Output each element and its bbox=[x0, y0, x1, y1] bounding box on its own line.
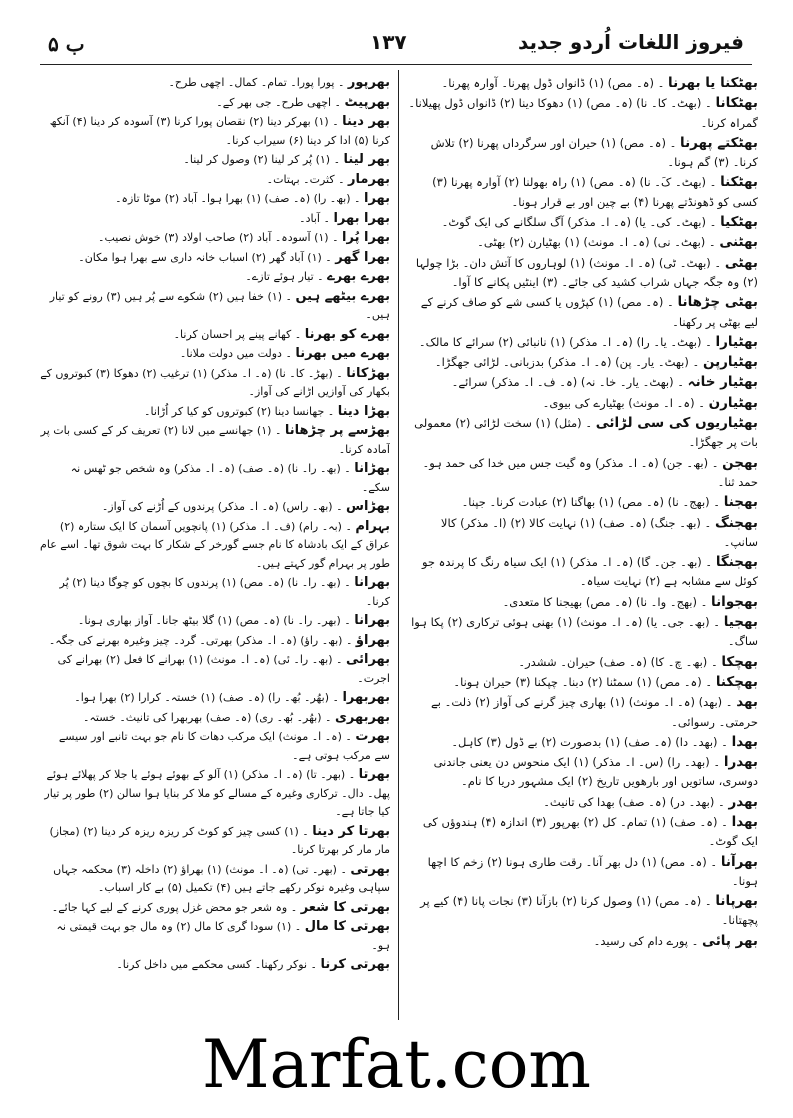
dictionary-entry: بھرے کو بھرنا ۔ کھانے پینے پر احسان کرنا۔ bbox=[173, 326, 390, 342]
dictionary-entry: بھراؤ ۔ (بھ۔ راؤ) (ہ۔ ا۔ مذکر) بھرتی۔ گرد۔ چیز وغیرہ بھرنے کی جگہ۔ bbox=[48, 632, 390, 648]
definition: (بھ۔ راؤ) (ہ۔ ا۔ مذکر) بھرتی۔ گرد۔ چیز وغیرہ بھرنے کی جگہ۔ bbox=[48, 633, 343, 647]
headword: بھچکنا bbox=[715, 673, 758, 690]
definition: پورے دام کی رسید۔ bbox=[593, 933, 688, 948]
column-divider bbox=[398, 70, 399, 1020]
definition: (ہ۔ مص) (۱) دل بھر آنا۔ رقت طاری ہونا (۲) زخم کا اچھا ہونا۔ bbox=[427, 854, 758, 888]
definition: دولت میں دولت ملانا۔ bbox=[179, 347, 282, 360]
dictionary-entry: بھرا بھرا ۔ آباد۔ bbox=[299, 210, 390, 226]
headword: بھرت bbox=[355, 729, 390, 744]
headword: بھٹی bbox=[724, 254, 758, 271]
dictionary-entry: بھرتی کا شعر ۔ وہ شعر جو محض غزل پوری کرنے کے لیے کہا جائے۔ bbox=[51, 899, 390, 915]
definition: (بھ۔ را۔ ئی) (ہ۔ ا۔ مونث) (۱) بھرانے کا فعل (۲) بھرانے کی اجرت۔ bbox=[57, 653, 390, 685]
definition: (بہ۔ رام) (ف۔ ا۔ مذکر) (۱) پانچویں آسمان کا ایک ستارہ (۲) عراق کے ایک بادشاہ کا نام جسے گورخر کے شکار کا بہت شوق تھا۔ اسے عام طور پر بہرام گور کہتے ہیں۔ bbox=[40, 519, 390, 570]
page-header bbox=[40, 28, 752, 65]
headword: بھٹکتے پھرنا bbox=[680, 134, 758, 151]
definition: (۱) سودا گری کا مال (۲) وہ مال جو بہت قیمتی نہ ہو۔ bbox=[56, 920, 390, 952]
headword: بھٹکیا bbox=[720, 214, 758, 231]
dictionary-entry: بھر لینا ۔ (۱) پُر کر لینا (۲) وصول کر لینا۔ bbox=[183, 152, 390, 167]
dictionary-entry: بھرتا کر دینا ۔ (۱) کسی چیز کو کوٹ کر ریزہ ریزہ کر دینا (۲) (مجاز) مار مار کر بھرتا کرنا۔ bbox=[49, 823, 390, 856]
definition: (ہ۔ مص) (۱) سمٹنا (۲) دبنا۔ چپکنا (۳) حیران ہونا۔ bbox=[453, 674, 702, 689]
dictionary-entry: بھٹیاریوں کی سی لڑائی ۔ (مثل) (۱) سخت لڑائی (۲) معمولی بات پر جھگڑا۔ bbox=[414, 415, 758, 450]
definition: (۱) پُر کر لینا (۲) وصول کر لینا۔ bbox=[183, 153, 331, 166]
headword: بھدر bbox=[728, 793, 758, 810]
left-column bbox=[40, 74, 390, 1022]
dictionary-entry: بھرپانا ۔ (ہ۔ مص) (۱) وصول کرنا (۲) بازآنا (۳) نجات پانا (۴) کیے پر پچھتانا۔ bbox=[420, 893, 758, 928]
headword: بھجوانا bbox=[711, 593, 758, 610]
dictionary-entry: بھٹکنا ۔ (بھٹ۔ کَ۔ نا) (ہ۔ مص) (۱) راہ بھولنا (۲) آوارہ پھرنا (۳) کسی کو ڈھونڈتے پھرنا (۴) بے چین اور بے قرار ہونا۔ bbox=[432, 174, 758, 209]
dictionary-entry: بھرتی کرنا ۔ نوکر رکھنا۔ کسی محکمے میں داخل کرنا۔ bbox=[116, 957, 390, 972]
headword: بھرتی کا مال bbox=[304, 919, 390, 934]
dictionary-entry: بھدا ۔ (بھد۔ دا) (ہ۔ صف) (۱) بدصورت (۲) بے ڈول (۳) کاہل۔ bbox=[451, 733, 758, 750]
dictionary-title: فیروز اللغات اُردو جدید bbox=[517, 30, 744, 54]
headword: بھٹیارن bbox=[708, 394, 758, 411]
dictionary-entry: بھجنگ ۔ (بھ۔ جنگ) (ہ۔ صف) (۱) نہایت کالا (۲) (ا۔ مذکر) کالا سانپ۔ bbox=[440, 514, 758, 549]
definition: (ہ۔ مص) (۱) کپڑوں یا کسی شے کو صاف کرنے کے لیے بھٹی پر رکھنا۔ bbox=[420, 295, 758, 329]
headword: بھرے میں بھرنا bbox=[295, 346, 390, 361]
headword: بھرا بھرا bbox=[333, 210, 390, 226]
definition: (ہ۔ ا۔ مونث) بھٹیارے کی بیوی۔ bbox=[542, 395, 695, 410]
dictionary-entry: بھرائی ۔ (بھ۔ را۔ ئی) (ہ۔ ا۔ مونث) (۱) بھرانے کا فعل (۲) بھرانے کی اجرت۔ bbox=[57, 652, 390, 685]
headword: بھڑسے پر چڑھانا bbox=[284, 423, 390, 438]
definition: (بھد) (ہ۔ ا۔ مونث) (۱) بھاری چیز گرنے کی آواز (۲) ذلت۔ بے حرمتی۔ رسوائی۔ bbox=[431, 695, 758, 729]
dictionary-entry: بھٹیارپن ۔ (بھٹ۔ یار۔ پن) (ہ۔ ا۔ مذکر) بدزبانی۔ لڑائی جھگڑا۔ bbox=[434, 354, 758, 371]
dictionary-entry: بھر پائی ۔ پورے دام کی رسید۔ bbox=[593, 932, 758, 949]
headword: بھڑانا bbox=[354, 461, 390, 476]
headword: بھچکا bbox=[721, 653, 758, 670]
headword: بھٹنی bbox=[719, 234, 758, 251]
dictionary-entry: بھربھری ۔ (بھُر۔ بُھ۔ ری) (ہ۔ صف) بھربھرا کی تانیث۔ خستہ۔ bbox=[83, 709, 390, 725]
headword: بھدا bbox=[731, 813, 758, 830]
dictionary-entry: بھرا گھر ۔ (۱) آباد گھر (۲) اسباب خانہ داری سے بھرا ہوا مکان۔ bbox=[78, 249, 390, 265]
headword: بھرانا bbox=[354, 575, 390, 590]
definition: (بھٹ۔ نی) (ہ۔ ا۔ مونث) (۱) بھٹیارن (۲) بھٹی۔ bbox=[477, 235, 706, 250]
headword: بہرام bbox=[355, 518, 390, 534]
definition: (بھد۔ دا) (ہ۔ صف) (۱) بدصورت (۲) بے ڈول (۳) کاہل۔ bbox=[451, 734, 718, 749]
dictionary-entry: بھرے میں بھرنا ۔ دولت میں دولت ملانا۔ bbox=[179, 346, 390, 361]
headword: بھڑکانا bbox=[346, 365, 390, 381]
site-watermark: Marfat.com bbox=[201, 1026, 592, 1103]
headword: بھٹکنا bbox=[720, 174, 758, 191]
definition: پورا پورا۔ تمام۔ کمال۔ اچھی طرح۔ bbox=[168, 76, 335, 89]
headword: بھرپور bbox=[347, 75, 390, 90]
definition: کثرت۔ بہتات۔ bbox=[266, 172, 335, 186]
dictionary-entry: بھرا ۔ (بھ۔ را) (ہ۔ صف) (۱) بھرا ہوا۔ آباد (۲) موٹا تازہ۔ bbox=[115, 191, 390, 206]
dictionary-entry: بھرانا ۔ (بھ۔ را۔ نا) (ہ۔ مص) (۱) پرندوں کا بچوں کو چوگا دینا (۲) پُر کرنا۔ bbox=[59, 575, 390, 608]
definition: (بھ۔ چ۔ کا) (ہ۔ صف) حیران۔ ششدر۔ bbox=[518, 654, 708, 669]
dictionary-entry: بھٹکنا یا بھرنا ۔ (ہ۔ مص) (۱) ڈانواں ڈول پھرنا۔ آوارہ پھرنا۔ bbox=[441, 75, 758, 91]
dictionary-entry: بھٹکیا ۔ (بھٹ۔ کی۔ یا) (ہ۔ ا۔ مذکر) آگ سلگانے کی ایک گوٹ۔ bbox=[441, 214, 758, 231]
headword: بھرپیٹ bbox=[344, 94, 390, 110]
dictionary-entry: بھربھرا ۔ (بھُر۔ بُھ۔ را) (ہ۔ صف) (۱) خستہ۔ کرارا (۲) بھرا ہوا۔ bbox=[74, 690, 390, 705]
headword: بھرانا bbox=[354, 613, 390, 628]
headword: بھٹکانا bbox=[715, 95, 758, 112]
dictionary-entry: بھرپیٹ ۔ اچھی طرح۔ جی بھر کے۔ bbox=[216, 94, 390, 110]
definition: (بھٹ۔ کَ۔ نا) (ہ۔ مص) (۱) راہ بھولنا (۲) آوارہ پھرنا (۳) کسی کو ڈھونڈتے پھرنا (۴) بے چین اور بے قرار ہونا۔ bbox=[432, 175, 758, 209]
definition: (بھٹ۔ یار۔ خا۔ نہ) (ہ۔ ف۔ ا۔ مذکر) سرائے۔ bbox=[451, 375, 674, 390]
headword: بھڑا دینا bbox=[337, 403, 390, 419]
definition: (۱) بھرکر دینا (۲) نقصان پورا کرنا (۳) آسودہ کر دینا (۴) آنکھ کرنا (۵) ادا کر دینا (۶) سیراب کرنا۔ bbox=[49, 115, 390, 147]
dictionary-entry: بھدا ۔ (ہ۔ صف) (۱) تمام۔ کل (۲) بھرپور (۳) اندازہ (۴) ہندوؤں کی ایک گوٹ۔ bbox=[422, 813, 758, 849]
definition: وہ شعر جو محض غزل پوری کرنے کے لیے کہا جائے۔ bbox=[51, 900, 288, 914]
definition: (بھٹ۔ یا۔ را) (ہ۔ ا۔ مذکر) (۱) نانبائی (۲) سرائے کا مالک۔ bbox=[418, 334, 702, 349]
dictionary-entry: بھرتی کا مال ۔ (۱) سودا گری کا مال (۲) وہ مال جو بہت قیمتی نہ ہو۔ bbox=[56, 919, 390, 952]
dictionary-entry: بھٹیارا ۔ (بھٹ۔ یا۔ را) (ہ۔ ا۔ مذکر) (۱) نانبائی (۲) سرائے کا مالک۔ bbox=[418, 333, 758, 350]
definition: (بھٹ۔ ٹی) (ہ۔ ا۔ مونث) (۱) لوہاروں کا آتش دان۔ بڑا چولہا (۲) وہ جگہ جہاں شراب کشید کی جائے۔ (۳) اینٹیں پکانے کا آوا۔ bbox=[415, 255, 758, 289]
definition: نوکر رکھنا۔ کسی محکمے میں داخل کرنا۔ bbox=[116, 958, 308, 971]
dictionary-entry: بھرے بھرے ۔ تیار ہوئے تازے۔ bbox=[245, 269, 390, 284]
headword: بھٹیاریوں کی سی لڑائی bbox=[595, 415, 758, 432]
headword: بھرتا کر دینا bbox=[312, 823, 390, 839]
headword: بھر لینا bbox=[343, 152, 390, 167]
dictionary-entry: بھڑا دینا ۔ جھانسا دینا (۲) کبوتروں کو کیا کر اُڑانا۔ bbox=[144, 403, 390, 419]
dictionary-entry: بھچکا ۔ (بھ۔ چ۔ کا) (ہ۔ صف) حیران۔ ششدر۔ bbox=[518, 653, 758, 670]
definition: (بھ۔ را) (ہ۔ صف) (۱) بھرا ہوا۔ آباد (۲) موٹا تازہ۔ bbox=[115, 192, 351, 205]
definition: (ہ۔ صف) (۱) تمام۔ کل (۲) بھرپور (۳) اندازہ (۴) ہندوؤں کی ایک گوٹ۔ bbox=[422, 814, 758, 849]
dictionary-entry: بھرا پُرا ۔ (۱) آسودہ۔ آباد (۲) صاحب اولاد (۳) خوش نصیب۔ bbox=[98, 230, 390, 245]
dictionary-entry: بھڑاس ۔ (بھ۔ راس) (ہ۔ ا۔ مذکر) پرندوں کے اُڑنے کی آواز۔ bbox=[101, 499, 390, 514]
dictionary-entry: بھڑکانا ۔ (بھڑ۔ کا۔ نا) (ہ۔ ا۔ مذکر) (۱) ترغیب (۲) دھوکا (۳) کبوتروں کے بکھار کی آوازیں اڑانے کی آواز۔ bbox=[40, 365, 390, 398]
definition: (مثل) (۱) سخت لڑائی (۲) معمولی بات پر جھگڑا۔ bbox=[414, 416, 758, 450]
dictionary-entry: بھٹکتے پھرنا ۔ (ہ۔ مص) (۱) حیران اور سرگرداں پھرنا (۲) تلاش کرنا۔ (۳) گم ہونا۔ bbox=[430, 134, 758, 170]
headword: بھرے بیٹھے ہیں bbox=[295, 288, 390, 304]
headword: بھرتی کرنا bbox=[320, 957, 390, 972]
dictionary-entry: بھد ۔ (بھد) (ہ۔ ا۔ مونث) (۱) بھاری چیز گرنے کی آواز (۲) ذلت۔ بے حرمتی۔ رسوائی۔ bbox=[431, 694, 758, 729]
definition: تیار ہوئے تازے۔ bbox=[245, 270, 314, 283]
headword: بھد bbox=[736, 694, 758, 711]
definition: (بھد۔ در) (ہ۔ صف) بھدا کی تانیث۔ bbox=[543, 794, 715, 809]
headword: بھدرا bbox=[723, 754, 758, 771]
definition: (بھ۔ جی۔ یا) (ہ۔ ا۔ مونث) (۱) بھنی ہوئی ترکاری (۲) پکا ہوا ساگ۔ bbox=[411, 615, 758, 649]
headword: بھٹیارپن bbox=[702, 354, 758, 371]
definition: (ہ۔ ا۔ مونث) ایک مرکب دھات کا نام جو بہت تانبے اور سیسے سے مرکب ہوتی ہے۔ bbox=[58, 730, 390, 762]
dictionary-entry: بھرت ۔ (ہ۔ ا۔ مونث) ایک مرکب دھات کا نام جو بہت تانبے اور سیسے سے مرکب ہوتی ہے۔ bbox=[58, 729, 390, 762]
definition: (۱) کسی چیز کو کوٹ کر ریزہ ریزہ کر دینا (۲) (مجاز) مار مار کر بھرتا کرنا۔ bbox=[49, 824, 390, 856]
headword: بھربھری bbox=[334, 709, 390, 725]
headword: بھدا bbox=[731, 733, 758, 750]
dictionary-entry: بھدر ۔ (بھد۔ در) (ہ۔ صف) بھدا کی تانیث۔ bbox=[543, 793, 758, 810]
dictionary-entry: بھڑانا ۔ (بھ۔ را۔ نا) (ہ۔ صف) (ہ۔ ا۔ مذکر) وہ شخص جو ٹھس نہ سکے۔ bbox=[70, 461, 390, 494]
headword: بھرپانا bbox=[715, 893, 758, 910]
definition: (۱) خفا ہیں (۲) شکوے سے پُر ہیں (۳) رونے کو تیار ہیں۔ bbox=[49, 289, 390, 321]
dictionary-entry: بھچکنا ۔ (ہ۔ مص) (۱) سمٹنا (۲) دبنا۔ چپکنا (۳) حیران ہونا۔ bbox=[453, 673, 758, 690]
headword: بھرتی bbox=[350, 861, 390, 877]
dictionary-entry: بھجنا ۔ (بھج۔ نا) (ہ۔ مص) (۱) بھاگنا (۲) عبادت کرنا۔ جپنا۔ bbox=[461, 494, 758, 511]
dictionary-entry: بھر دینا ۔ (۱) بھرکر دینا (۲) نقصان پورا کرنا (۳) آسودہ کر دینا (۴) آنکھ کرنا (۵) ادا کر دینا (۶) سیراب کرنا۔ bbox=[49, 114, 390, 147]
headword: بھرا گھر bbox=[335, 249, 390, 265]
dictionary-entry: بھجیا ۔ (بھ۔ جی۔ یا) (ہ۔ ا۔ مونث) (۱) بھنی ہوئی ترکاری (۲) پکا ہوا ساگ۔ bbox=[411, 614, 758, 649]
definition: (بھد۔ را) (س۔ ا۔ مذکر) (۱) ایک منحوس دن یعنی جاندنی دوسری، ساتویں اور بارھویں تاریخ (۲) ایک مشہور دریا کا نام۔ bbox=[433, 755, 758, 789]
dictionary-entry: بھرتی ۔ (بھر۔ تی) (ہ۔ ا۔ مونث) (۱) بھراؤ (۲) داخلہ (۳) محکمہ جہاں سپاہی وغیرہ نوکر رکھے جاتے ہیں (۴) تکمیل (۵) بے کار اسباب۔ bbox=[53, 861, 390, 894]
definition: (بھُر۔ بُھ۔ ری) (ہ۔ صف) بھربھرا کی تانیث۔ خستہ۔ bbox=[83, 710, 322, 724]
headword: بھٹیارا bbox=[715, 333, 758, 350]
headword: بھربھرا bbox=[342, 690, 390, 705]
headword: بھرا bbox=[363, 191, 390, 206]
dictionary-entry: بھرتا ۔ (بھر۔ تا) (ہ۔ ا۔ مذکر) (۱) آلو کے بھوئے ہوئے یا جلا کر پھلائے ہوئے پھل۔ دال۔ ترکاری وغیرہ کے مسالے کو ملا کر بنایا ہوا سالن (۲) طور پر تیار کیا جاتا ہے۔ bbox=[44, 767, 390, 818]
headword: بھرا پُرا bbox=[342, 230, 390, 245]
headword: بھرتی کا شعر bbox=[300, 899, 390, 915]
dictionary-entry: بھرمار ۔ کثرت۔ بہتات۔ bbox=[266, 171, 390, 187]
headword: بھرائی bbox=[345, 652, 390, 667]
definition: (بھر۔ تا) (ہ۔ ا۔ مذکر) (۱) آلو کے بھوئے ہوئے یا جلا کر پھلائے ہوئے پھل۔ دال۔ ترکاری وغیرہ کے مسالے کو ملا کر بنایا ہوا سالن (۲) طور پر تیار کیا جاتا ہے۔ bbox=[44, 768, 390, 818]
headword: بھرے کو بھرنا bbox=[304, 326, 390, 342]
dictionary-entry: بھٹی ۔ (بھٹ۔ ٹی) (ہ۔ ا۔ مونث) (۱) لوہاروں کا آتش دان۔ بڑا چولہا (۲) وہ جگہ جہاں شراب کشید کی جائے۔ (۳) اینٹیں پکانے کا آوا۔ bbox=[415, 254, 758, 289]
dictionary-entry: بھٹیار خانہ ۔ (بھٹ۔ یار۔ خا۔ نہ) (ہ۔ ف۔ ا۔ مذکر) سرائے۔ bbox=[451, 374, 758, 391]
definition: (بھج۔ وا۔ نا) (ہ۔ مص) بھیجنا کا متعدی۔ bbox=[502, 594, 697, 609]
headword: بھجن bbox=[722, 454, 758, 471]
headword: بھٹی چڑھانا bbox=[677, 294, 758, 311]
definition: (بھٹ۔ کا۔ نا) (ہ۔ مص) (۱) دھوکا دینا (۲) ڈانواں ڈول پھیلانا۔ گمراہ کرنا۔ bbox=[408, 96, 758, 130]
definition: (بھڑ۔ کا۔ نا) (ہ۔ ا۔ مذکر) (۱) ترغیب (۲) دھوکا (۳) کبوتروں کے بکھار کی آوازیں اڑانے کی آواز۔ bbox=[40, 366, 390, 398]
dictionary-entry: بھجوانا ۔ (بھج۔ وا۔ نا) (ہ۔ مص) بھیجنا کا متعدی۔ bbox=[502, 593, 758, 610]
definition: (بھ۔ راس) (ہ۔ ا۔ مذکر) پرندوں کے اُڑنے کی آواز۔ bbox=[101, 500, 333, 513]
page-number: ۱۳۷ bbox=[370, 30, 407, 54]
headword: بھجنگ bbox=[714, 514, 758, 531]
dictionary-entry: بہرام ۔ (بہ۔ رام) (ف۔ ا۔ مذکر) (۱) پانچویں آسمان کا ایک ستارہ (۲) عراق کے ایک بادشاہ کا نام جسے گورخر کے شکار کا بہت شوق تھا۔ اسے عام طور پر بہرام گور کہتے ہیں۔ bbox=[40, 518, 390, 570]
dictionary-entry: بھرانا ۔ (بھر۔ را۔ نا) (ہ۔ مص) (۱) گلا بیٹھ جانا۔ آواز بھاری ہونا۔ bbox=[77, 613, 390, 628]
headword: بھر پائی bbox=[702, 932, 758, 949]
definition: (۱) آسودہ۔ آباد (۲) صاحب اولاد (۳) خوش نصیب۔ bbox=[98, 231, 329, 244]
definition: (بھ۔ جن) (ہ۔ ا۔ مذکر) وہ گیت جس میں خدا کی حمد ہو۔ حمد ثنا۔ bbox=[422, 455, 758, 489]
dictionary-entry: بھٹنی ۔ (بھٹ۔ نی) (ہ۔ ا۔ مونث) (۱) بھٹیارن (۲) بھٹی۔ bbox=[477, 234, 758, 251]
definition: (بھ۔ جنگ) (ہ۔ صف) (۱) نہایت کالا (۲) (ا۔ مذکر) کالا سانپ۔ bbox=[440, 515, 758, 549]
headword: بھٹیار خانہ bbox=[687, 374, 758, 391]
right-column bbox=[408, 74, 758, 1022]
headword: بھرمار bbox=[348, 171, 390, 187]
definition: (بھر۔ را۔ نا) (ہ۔ مص) (۱) گلا بیٹھ جانا۔ آواز بھاری ہونا۔ bbox=[77, 614, 341, 627]
definition: (بھ۔ جن۔ گا) (ہ۔ ا۔ مذکر) (۱) ایک سیاہ رنگ کا پرندہ جو کوئل سے مشابہ ہے (۲) نہایت سیاہ۔ bbox=[421, 555, 758, 589]
definition: کھانے پینے پر احسان کرنا۔ bbox=[173, 327, 292, 341]
headword: بھرآنا bbox=[720, 853, 758, 870]
definition: (۱) آباد گھر (۲) اسباب خانہ داری سے بھرا ہوا مکان۔ bbox=[78, 250, 322, 264]
dictionary-entry: بھٹی چڑھانا ۔ (ہ۔ مص) (۱) کپڑوں یا کسی شے کو صاف کرنے کے لیے بھٹی پر رکھنا۔ bbox=[420, 294, 758, 329]
definition: جھانسا دینا (۲) کبوتروں کو کیا کر اُڑانا۔ bbox=[144, 404, 325, 418]
dictionary-entry: بھڑسے پر چڑھانا ۔ (۱) جھانسے میں لانا (۲) تعریف کر کے کسی بات پر آمادہ کرنا۔ bbox=[40, 423, 390, 456]
definition: (ہ۔ مص) (۱) ڈانواں ڈول پھرنا۔ آوارہ پھرنا۔ bbox=[441, 76, 654, 90]
definition: اچھی طرح۔ جی بھر کے۔ bbox=[216, 95, 332, 109]
definition: (ہ۔ مص) (۱) حیران اور سرگرداں پھرنا (۲) تلاش کرنا۔ (۳) گم ہونا۔ bbox=[430, 135, 758, 170]
headword: بھر دینا bbox=[342, 114, 390, 129]
definition: (بھ۔ را۔ نا) (ہ۔ مص) (۱) پرندوں کا بچوں کو چوگا دینا (۲) پُر کرنا۔ bbox=[59, 576, 390, 608]
headword: بھٹکنا یا بھرنا bbox=[668, 75, 758, 91]
definition: (بھُر۔ بُھ۔ را) (ہ۔ صف) (۱) خستہ۔ کرارا (۲) بھرا ہوا۔ bbox=[74, 691, 329, 704]
dictionary-entry: بھجن ۔ (بھ۔ جن) (ہ۔ ا۔ مذکر) وہ گیت جس میں خدا کی حمد ہو۔ حمد ثنا۔ bbox=[422, 454, 758, 489]
headword: بھجنا bbox=[723, 494, 758, 511]
headword: بھرتا bbox=[358, 767, 390, 782]
headword: بھڑاس bbox=[346, 499, 390, 514]
headword: بھجیا bbox=[723, 614, 758, 631]
folio-marker: ب ۵ bbox=[48, 32, 85, 56]
definition: (بھٹ۔ کی۔ یا) (ہ۔ ا۔ مذکر) آگ سلگانے کی ایک گوٹ۔ bbox=[441, 215, 706, 230]
definition: (بھٹ۔ یار۔ پن) (ہ۔ ا۔ مذکر) بدزبانی۔ لڑائی جھگڑا۔ bbox=[434, 355, 689, 370]
definition: (بھ۔ را۔ نا) (ہ۔ صف) (ہ۔ ا۔ مذکر) وہ شخص جو ٹھس نہ سکے۔ bbox=[70, 462, 390, 494]
dictionary-entry: بھرآنا ۔ (ہ۔ مص) (۱) دل بھر آنا۔ رقت طاری ہونا (۲) زخم کا اچھا ہونا۔ bbox=[427, 853, 758, 888]
headword: بھرے بھرے bbox=[327, 269, 390, 284]
dictionary-entry: بھٹیارن ۔ (ہ۔ ا۔ مونث) بھٹیارے کی بیوی۔ bbox=[542, 394, 758, 411]
definition: (۱) جھانسے میں لانا (۲) تعریف کر کے کسی بات پر آمادہ کرنا۔ bbox=[40, 424, 390, 456]
definition: آباد۔ bbox=[299, 211, 320, 225]
dictionary-entry: بھدرا ۔ (بھد۔ را) (س۔ ا۔ مذکر) (۱) ایک منحوس دن یعنی جاندنی دوسری، ساتویں اور بارھویں تاریخ (۲) ایک مشہور دریا کا نام۔ bbox=[433, 754, 758, 789]
dictionary-entry: بھرے بیٹھے ہیں ۔ (۱) خفا ہیں (۲) شکوے سے پُر ہیں (۳) رونے کو تیار ہیں۔ bbox=[49, 288, 390, 321]
definition: (بھر۔ تی) (ہ۔ ا۔ مونث) (۱) بھراؤ (۲) داخلہ (۳) محکمہ جہاں سپاہی وغیرہ نوکر رکھے جاتے ہیں (۴) تکمیل (۵) بے کار اسباب۔ bbox=[53, 862, 390, 894]
definition: (بھج۔ نا) (ہ۔ مص) (۱) بھاگنا (۲) عبادت کرنا۔ جپنا۔ bbox=[461, 495, 710, 510]
headword: بھجنگا bbox=[715, 554, 758, 571]
dictionary-entry: بھرپور ۔ پورا پورا۔ تمام۔ کمال۔ اچھی طرح۔ bbox=[168, 75, 390, 90]
headword: بھراؤ bbox=[355, 632, 390, 648]
dictionary-entry: بھٹکانا ۔ (بھٹ۔ کا۔ نا) (ہ۔ مص) (۱) دھوکا دینا (۲) ڈانواں ڈول پھیلانا۔ گمراہ کرنا۔ bbox=[408, 95, 758, 130]
definition: (ہ۔ مص) (۱) وصول کرنا (۲) بازآنا (۳) نجات پانا (۴) کیے پر پچھتانا۔ bbox=[420, 894, 758, 928]
dictionary-entry: بھجنگا ۔ (بھ۔ جن۔ گا) (ہ۔ ا۔ مذکر) (۱) ایک سیاہ رنگ کا پرندہ جو کوئل سے مشابہ ہے (۲) نہایت سیاہ۔ bbox=[421, 554, 758, 589]
